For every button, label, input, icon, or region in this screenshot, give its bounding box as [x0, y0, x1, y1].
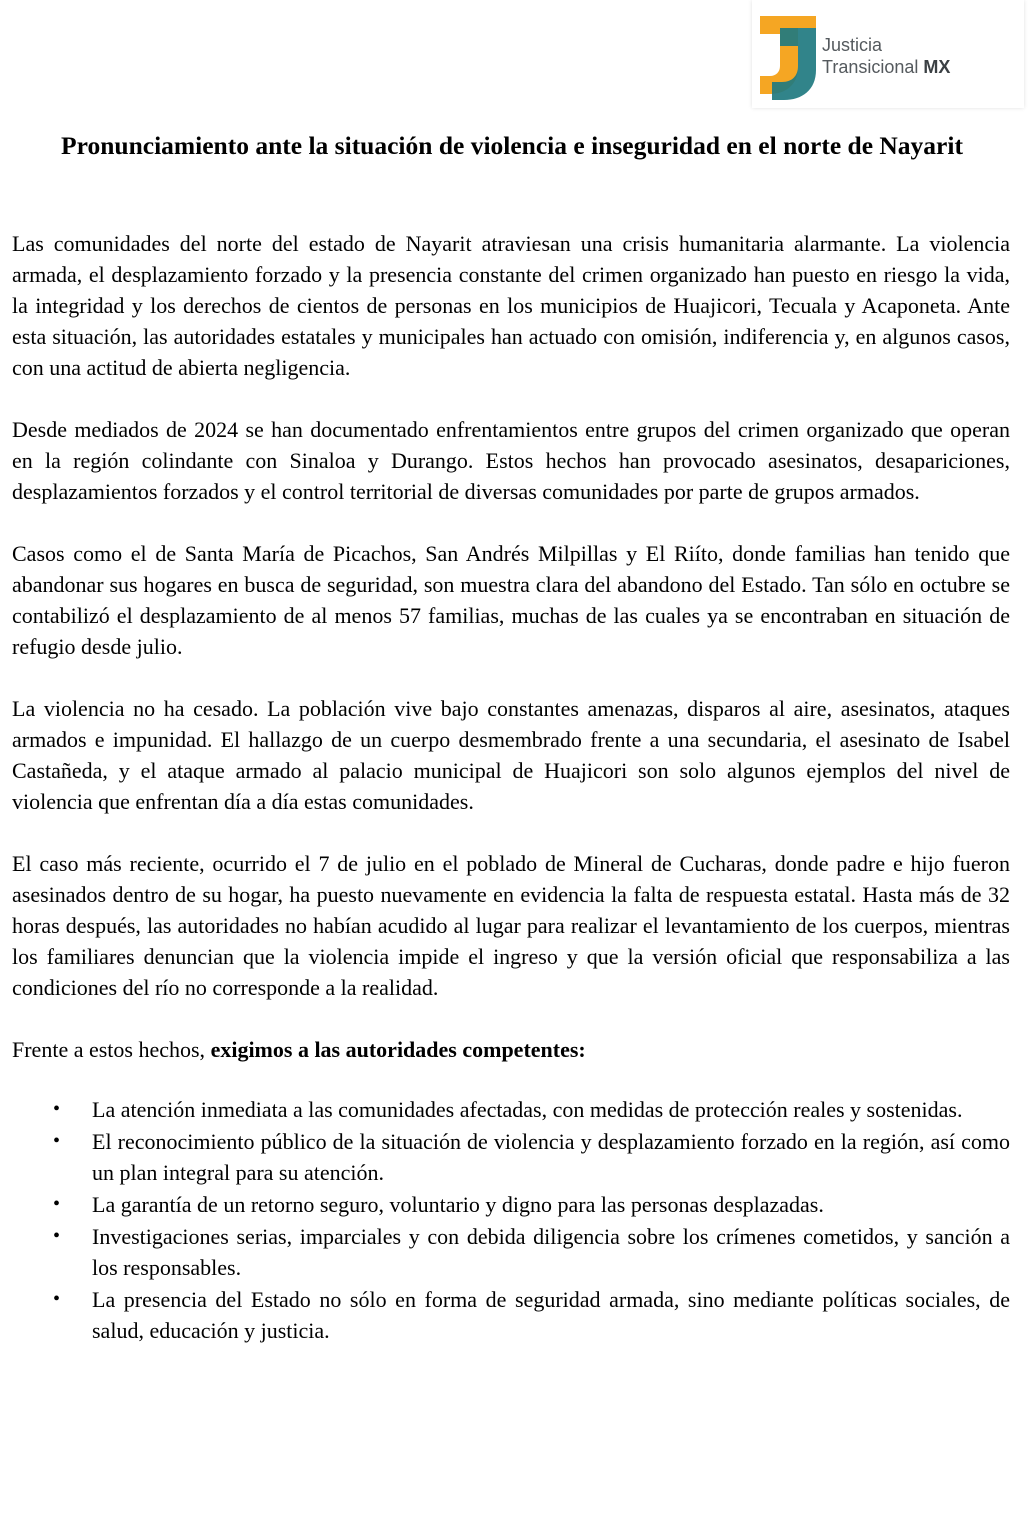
- paragraph-4: La violencia no ha cesado. La población vive bajo constantes amenazas, disparos al aire, asesinatos, ataques armados e impunidad. El hallazgo de un cuerpo desmembrado frente a una secundaria, el asesinato de Isabel Castañeda, y el ataque armado al palacio municipal de Huajicori son solo algunos ejemplos del nivel de violencia que enfrentan día a día estas comunidades.: [12, 696, 1010, 814]
- bullet-icon: •: [53, 1288, 61, 1310]
- demands-list: [12, 1094, 1010, 1346]
- logo-wordmark: [822, 34, 950, 78]
- logo-line-2: [822, 56, 950, 78]
- paragraph-5: El caso más reciente, ocurrido el 7 de julio en el poblado de Mineral de Cucharas, donde padre e hijo fueron asesinados dentro de su hogar, ha puesto nuevamente en evidencia la falta de respuesta estatal. Hasta más de 32 horas después, las autoridades no habían acudido al lugar para realizar el levantamiento de los cuerpos, mientras los familiares denuncian que la violencia impide el ingreso y que la versión oficial que responsabiliza a las condiciones del río no corresponde a la realidad.: [12, 851, 1010, 1000]
- document-title: Pronunciamiento ante la situación de violencia e inseguridad en el norte de Nayarit: [61, 131, 963, 160]
- paragraph-2: Desde mediados de 2024 se han documentado enfrentamientos entre grupos del crimen organizado que operan en la región colindante con Sinaloa y Durango. Estos hechos han provocado asesinatos, desapariciones, desplazamientos forzados y el control territorial de diversas comunidades por parte de grupos armados.: [12, 417, 1010, 504]
- demand-item: [12, 1094, 1010, 1125]
- logo-mx-suffix: MX: [923, 57, 951, 77]
- demand-text: La presencia del Estado no sólo en forma de seguridad armada, sino mediante políticas sociales, de salud, educación y justicia.: [92, 1287, 1010, 1343]
- demand-intro-bold: exigimos a las autoridades competentes:: [210, 1037, 586, 1062]
- paragraph-1: Las comunidades del norte del estado de Nayarit atraviesan una crisis humanitaria alarmante. La violencia armada, el desplazamiento forzado y la presencia constante del crimen organizado han puesto en riesgo la vida, la integridad y los derechos de cientos de personas en los municipios de Huajicori, Tecuala y Acaponeta. Ante esta situación, las autoridades estatales y municipales han actuado con omisión, indiferencia y, en algunos casos, con una actitud de abierta negligencia.: [12, 231, 1010, 380]
- logo-mark-icon: [754, 10, 824, 102]
- demand-text: La atención inmediata a las comunidades afectadas, con medidas de protección reales y sostenidas.: [92, 1097, 963, 1122]
- paragraph-3: Casos como el de Santa María de Picachos, San Andrés Milpillas y El Riíto, donde familias han tenido que abandonar sus hogares en busca de seguridad, son muestra clara del abandono del Estado. Tan sólo en octubre se contabilizó el desplazamiento de al menos 57 familias, muchas de las cuales ya se encontraban en situación de refugio desde julio.: [12, 541, 1010, 659]
- document-body: [12, 228, 1010, 1347]
- logo-line-1: Justicia: [822, 35, 883, 55]
- bullet-icon: •: [53, 1098, 61, 1120]
- demand-text: El reconocimiento público de la situación de violencia y desplazamiento forzado en la región, así como un plan integral para su atención.: [92, 1129, 1010, 1185]
- demand-item: [12, 1221, 1010, 1283]
- justicia-transicional-logo: [752, 0, 1024, 108]
- demand-item: [12, 1284, 1010, 1346]
- demand-intro: [12, 1034, 1010, 1065]
- demand-text: Investigaciones serias, imparciales y con debida diligencia sobre los crímenes cometidos, y sanción a los responsables.: [92, 1224, 1010, 1280]
- logo-line-2-text: Transicional: [822, 57, 919, 77]
- demand-item: [12, 1126, 1010, 1188]
- demand-text: La garantía de un retorno seguro, voluntario y digno para las personas desplazadas.: [92, 1192, 824, 1217]
- demand-intro-prefix: Frente a estos hechos,: [12, 1037, 211, 1062]
- demand-item: [12, 1189, 1010, 1220]
- bullet-icon: •: [53, 1193, 61, 1215]
- bullet-icon: •: [53, 1225, 61, 1247]
- bullet-icon: •: [53, 1130, 61, 1152]
